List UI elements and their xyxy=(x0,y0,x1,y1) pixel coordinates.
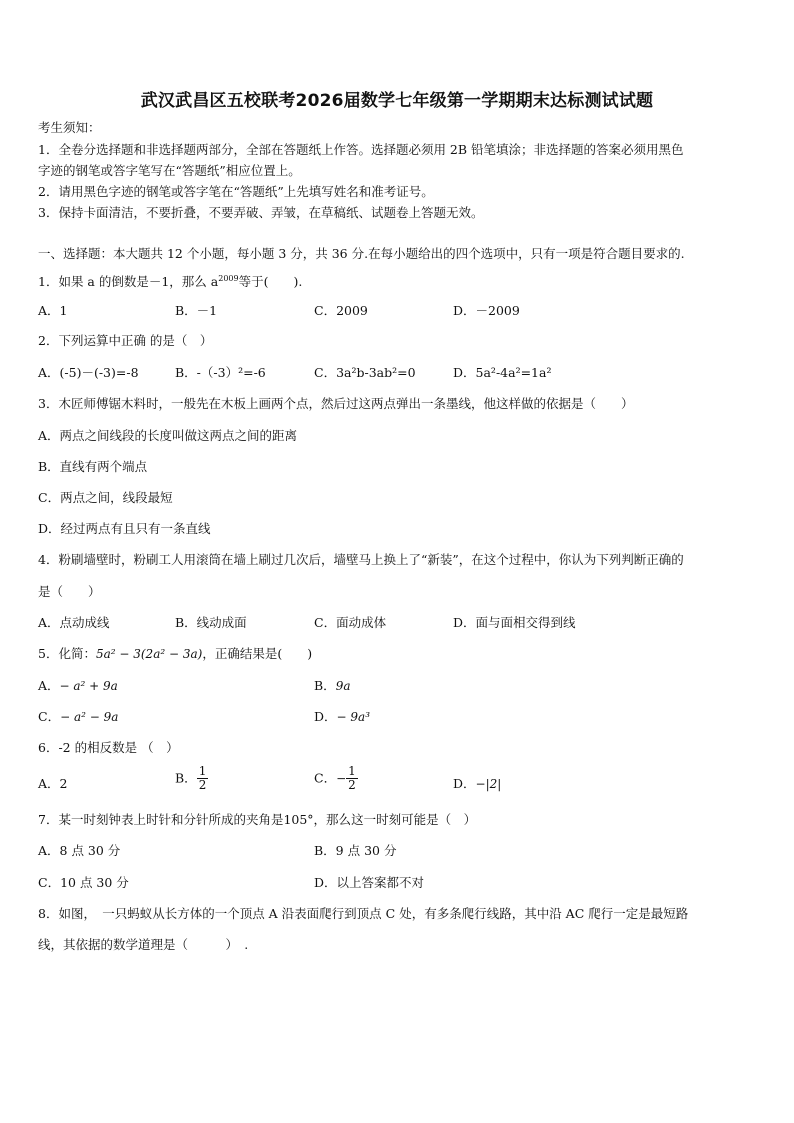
q1-option-c[interactable]: C．2009 xyxy=(314,303,368,318)
page-title: 武汉武昌区五校联考2026届数学七年级第一学期期末达标测试试题 xyxy=(140,91,654,111)
q5-option-c[interactable] xyxy=(38,709,118,725)
question-7-stem: 7．某一时刻钟表上时针和分针所成的夹角是105°，那么这一时刻可能是（ ） xyxy=(38,812,477,827)
q1-option-a[interactable]: A．1 xyxy=(38,303,68,318)
question-5-stem xyxy=(38,646,312,662)
q3-option-a[interactable]: A．两点之间线段的长度叫做这两点之间的距离 xyxy=(38,428,298,443)
q6-option-c-fraction xyxy=(346,765,358,792)
q5-option-c-label: C． xyxy=(38,709,61,724)
q6-option-b-numerator: 1 xyxy=(198,764,207,778)
q5-option-b-label: B． xyxy=(314,678,336,693)
q5-expression: 5a² − 3(2a² − 3a) xyxy=(95,647,203,661)
q5-option-d-label: D． xyxy=(314,709,337,724)
q6-option-b-fraction xyxy=(197,765,209,792)
q6-option-d[interactable] xyxy=(453,776,501,792)
q6-option-b-denominator: 2 xyxy=(198,778,207,792)
question-4-stem-a: 4．粉刷墙壁时，粉刷工人用滚筒在墙上刷过几次后，墙壁马上换上了“新装”，在这个过程中，你认为下列判断正确的 xyxy=(38,552,684,567)
q1-exponent: 2009 xyxy=(218,274,239,283)
q1-stem-part-a: 1．如果 a 的倒数是－1，那么 a xyxy=(38,274,219,290)
q5-stem-part-a: 5．化简： xyxy=(38,646,96,661)
q1-option-b[interactable]: B．－1 xyxy=(175,303,218,318)
q5-option-b-expr: 9a xyxy=(335,679,351,693)
q6-option-c-label: C． xyxy=(314,770,337,786)
q4-option-a[interactable]: A．点动成线 xyxy=(38,615,110,630)
q5-option-b[interactable] xyxy=(314,678,350,694)
q1-option-d[interactable]: D．－2009 xyxy=(453,303,520,318)
q5-option-a[interactable] xyxy=(38,678,118,694)
section-heading: 一、选择题：本大题共 12 个小题，每小题 3 分，共 36 分.在每小题给出的四个选项中，只有一项是符合题目要求的. xyxy=(38,246,685,261)
q6-option-b-label: B． xyxy=(175,770,197,786)
q7-option-a[interactable]: A．8 点 30 分 xyxy=(38,843,121,858)
q3-option-d[interactable]: D．经过两点有且只有一条直线 xyxy=(38,521,211,536)
q4-option-d[interactable]: D．面与面相交得到线 xyxy=(453,615,576,630)
notice-heading: 考生须知： xyxy=(38,120,101,135)
q2-option-a[interactable]: A．(-5)－(-3)=-8 xyxy=(38,365,139,380)
q5-stem-part-b: ，正确结果是( ) xyxy=(202,646,313,661)
q5-option-c-expr: − a² − 9a xyxy=(60,710,119,724)
question-8-stem-a: 8．如图， 一只蚂蚁从长方体的一个顶点 A 沿表面爬行到顶点 C 处，有多条爬行线路，其中沿 AC 爬行一定是最短路 xyxy=(38,906,689,921)
q6-option-c-sign: − xyxy=(336,771,347,786)
question-6-stem: 6．-2 的相反数是 （ ） xyxy=(38,740,179,755)
q5-option-a-label: A． xyxy=(38,678,60,693)
q3-option-b[interactable]: B．直线有两个端点 xyxy=(38,459,148,474)
question-8-stem-b: 线，其依据的数学道理是（ ） . xyxy=(38,937,249,952)
q7-option-c[interactable]: C．10 点 30 分 xyxy=(38,875,129,890)
question-4-stem-b: 是（ ） xyxy=(38,584,101,599)
q6-option-c-numerator: 1 xyxy=(348,764,356,778)
question-2-stem: 2．下列运算中正确 的是（ ） xyxy=(38,333,213,348)
notice-line-1a: 1．全卷分选择题和非选择题两部分，全部在答题纸上作答。选择题必须用 2B 铅笔填涂；非选择题的答案必须用黑色 xyxy=(38,142,684,157)
q6-option-a[interactable]: A．2 xyxy=(38,776,68,791)
q5-option-a-expr: − a² + 9a xyxy=(59,679,118,693)
notice-line-2: 2．请用黑色字迹的钢笔或答字笔在“答题纸”上先填写姓名和准考证号。 xyxy=(38,184,434,199)
q6-option-d-expr: −|2| xyxy=(475,777,502,791)
q7-option-d[interactable]: D．以上答案都不对 xyxy=(314,875,425,890)
q5-option-d-expr: − 9a³ xyxy=(336,710,370,724)
notice-line-3: 3．保持卡面清洁，不要折叠，不要弄破、弄皱，在草稿纸、试题卷上答题无效。 xyxy=(38,205,484,220)
q5-option-d[interactable] xyxy=(314,709,370,725)
q2-option-c[interactable]: C．3a²b-3ab²=0 xyxy=(314,365,416,380)
question-3-stem: 3．木匠师傅锯木料时，一般先在木板上画两个点，然后过这两点弹出一条墨线，他这样做的依据是（ ） xyxy=(38,396,634,411)
q6-option-d-label: D． xyxy=(453,776,476,791)
q7-option-b[interactable]: B．9 点 30 分 xyxy=(314,843,397,858)
q6-option-c[interactable] xyxy=(314,765,358,792)
question-1-stem xyxy=(38,271,302,290)
q3-option-c[interactable]: C．两点之间，线段最短 xyxy=(38,490,173,505)
q4-option-c[interactable]: C．面动成体 xyxy=(314,615,387,630)
notice-line-1b: 字迹的钢笔或答字笔写在“答题纸”相应位置上。 xyxy=(38,163,301,178)
q6-option-c-denominator: 2 xyxy=(348,778,356,792)
q2-option-b[interactable]: B．-（-3）²=-6 xyxy=(175,365,266,380)
q2-option-d[interactable]: D．5a²-4a²=1a² xyxy=(453,365,552,380)
q1-stem-part-b: 等于( ). xyxy=(238,274,303,290)
q6-option-b[interactable] xyxy=(175,765,208,792)
q4-option-b[interactable]: B．线动成面 xyxy=(175,615,247,630)
